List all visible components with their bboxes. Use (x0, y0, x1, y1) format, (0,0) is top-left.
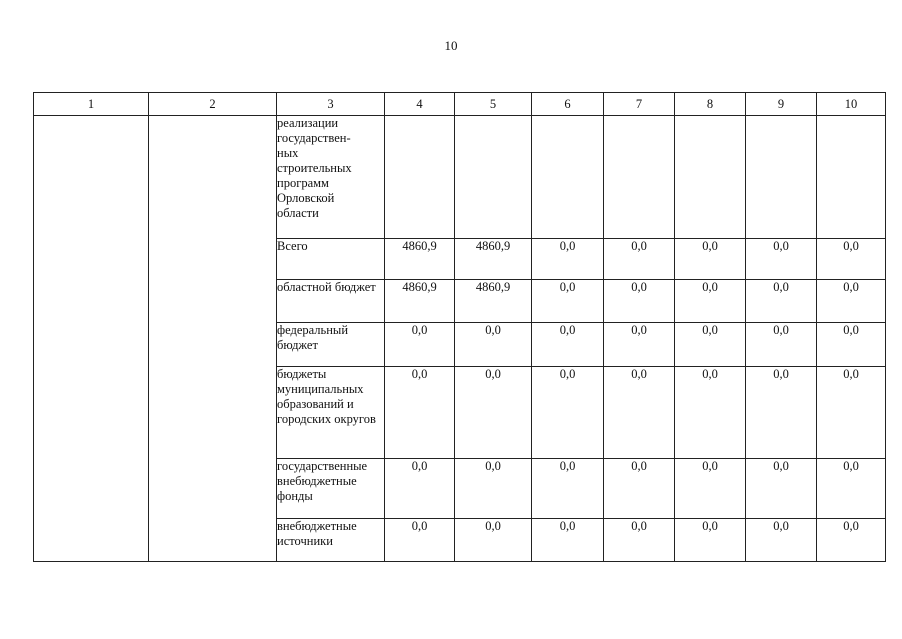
header-cell: 1 (34, 93, 149, 116)
description-line: ных (277, 146, 299, 160)
value-cell: 4860,9 (455, 239, 532, 280)
description-line: строительных (277, 161, 352, 175)
description-line: Орловской (277, 191, 335, 205)
value-cell: 0,0 (385, 323, 455, 367)
value-cell: 0,0 (675, 519, 746, 562)
empty-cell (746, 116, 817, 239)
value-cell: 0,0 (385, 459, 455, 519)
row-label: областной бюджет (277, 280, 385, 323)
value-cell: 0,0 (385, 367, 455, 459)
value-cell: 0,0 (675, 280, 746, 323)
header-cell: 3 (277, 93, 385, 116)
value-cell: 0,0 (455, 367, 532, 459)
value-cell: 0,0 (746, 367, 817, 459)
header-cell: 4 (385, 93, 455, 116)
header-cell: 7 (604, 93, 675, 116)
value-cell: 0,0 (675, 367, 746, 459)
table-row (34, 116, 886, 239)
value-cell: 0,0 (817, 323, 886, 367)
header-cell: 6 (532, 93, 604, 116)
value-cell: 0,0 (746, 323, 817, 367)
col1-cell (34, 116, 149, 562)
value-cell: 0,0 (817, 367, 886, 459)
value-cell: 0,0 (532, 239, 604, 280)
empty-cell (455, 116, 532, 239)
row-label: Всего (277, 239, 385, 280)
value-cell: 0,0 (817, 239, 886, 280)
value-cell: 0,0 (455, 323, 532, 367)
value-cell: 0,0 (532, 323, 604, 367)
value-cell: 0,0 (746, 519, 817, 562)
value-cell: 4860,9 (385, 239, 455, 280)
value-cell: 0,0 (746, 239, 817, 280)
value-cell: 0,0 (604, 323, 675, 367)
value-cell: 0,0 (604, 367, 675, 459)
row-label: бюджеты муниципальных образований и городских округов (277, 367, 385, 459)
value-cell: 0,0 (604, 239, 675, 280)
description-cell (277, 116, 385, 239)
row-label: федеральный бюджет (277, 323, 385, 367)
empty-cell (817, 116, 886, 239)
value-cell: 0,0 (675, 239, 746, 280)
header-cell: 2 (149, 93, 277, 116)
value-cell: 0,0 (385, 519, 455, 562)
value-cell: 0,0 (532, 519, 604, 562)
value-cell: 0,0 (675, 323, 746, 367)
value-cell: 0,0 (532, 459, 604, 519)
empty-cell (385, 116, 455, 239)
header-cell: 8 (675, 93, 746, 116)
row-label: внебюджетные источники (277, 519, 385, 562)
value-cell: 0,0 (817, 280, 886, 323)
description-line: государствен- (277, 131, 351, 145)
value-cell: 4860,9 (455, 280, 532, 323)
empty-cell (675, 116, 746, 239)
value-cell: 0,0 (455, 459, 532, 519)
empty-cell (532, 116, 604, 239)
value-cell: 0,0 (675, 459, 746, 519)
row-label: государственные внебюджетные фонды (277, 459, 385, 519)
description-line: области (277, 206, 319, 220)
description-line: программ (277, 176, 329, 190)
value-cell: 4860,9 (385, 280, 455, 323)
value-cell: 0,0 (604, 519, 675, 562)
value-cell: 0,0 (532, 280, 604, 323)
empty-cell (604, 116, 675, 239)
header-cell: 9 (746, 93, 817, 116)
value-cell: 0,0 (532, 367, 604, 459)
col2-cell (149, 116, 277, 562)
description-line: реализации (277, 116, 339, 130)
value-cell: 0,0 (604, 459, 675, 519)
header-cell: 10 (817, 93, 886, 116)
value-cell: 0,0 (746, 280, 817, 323)
budget-table (33, 92, 886, 562)
page-number: 10 (444, 38, 458, 53)
value-cell: 0,0 (817, 519, 886, 562)
header-cell: 5 (455, 93, 532, 116)
value-cell: 0,0 (817, 459, 886, 519)
value-cell: 0,0 (746, 459, 817, 519)
value-cell: 0,0 (455, 519, 532, 562)
value-cell: 0,0 (604, 280, 675, 323)
header-row (34, 93, 886, 116)
